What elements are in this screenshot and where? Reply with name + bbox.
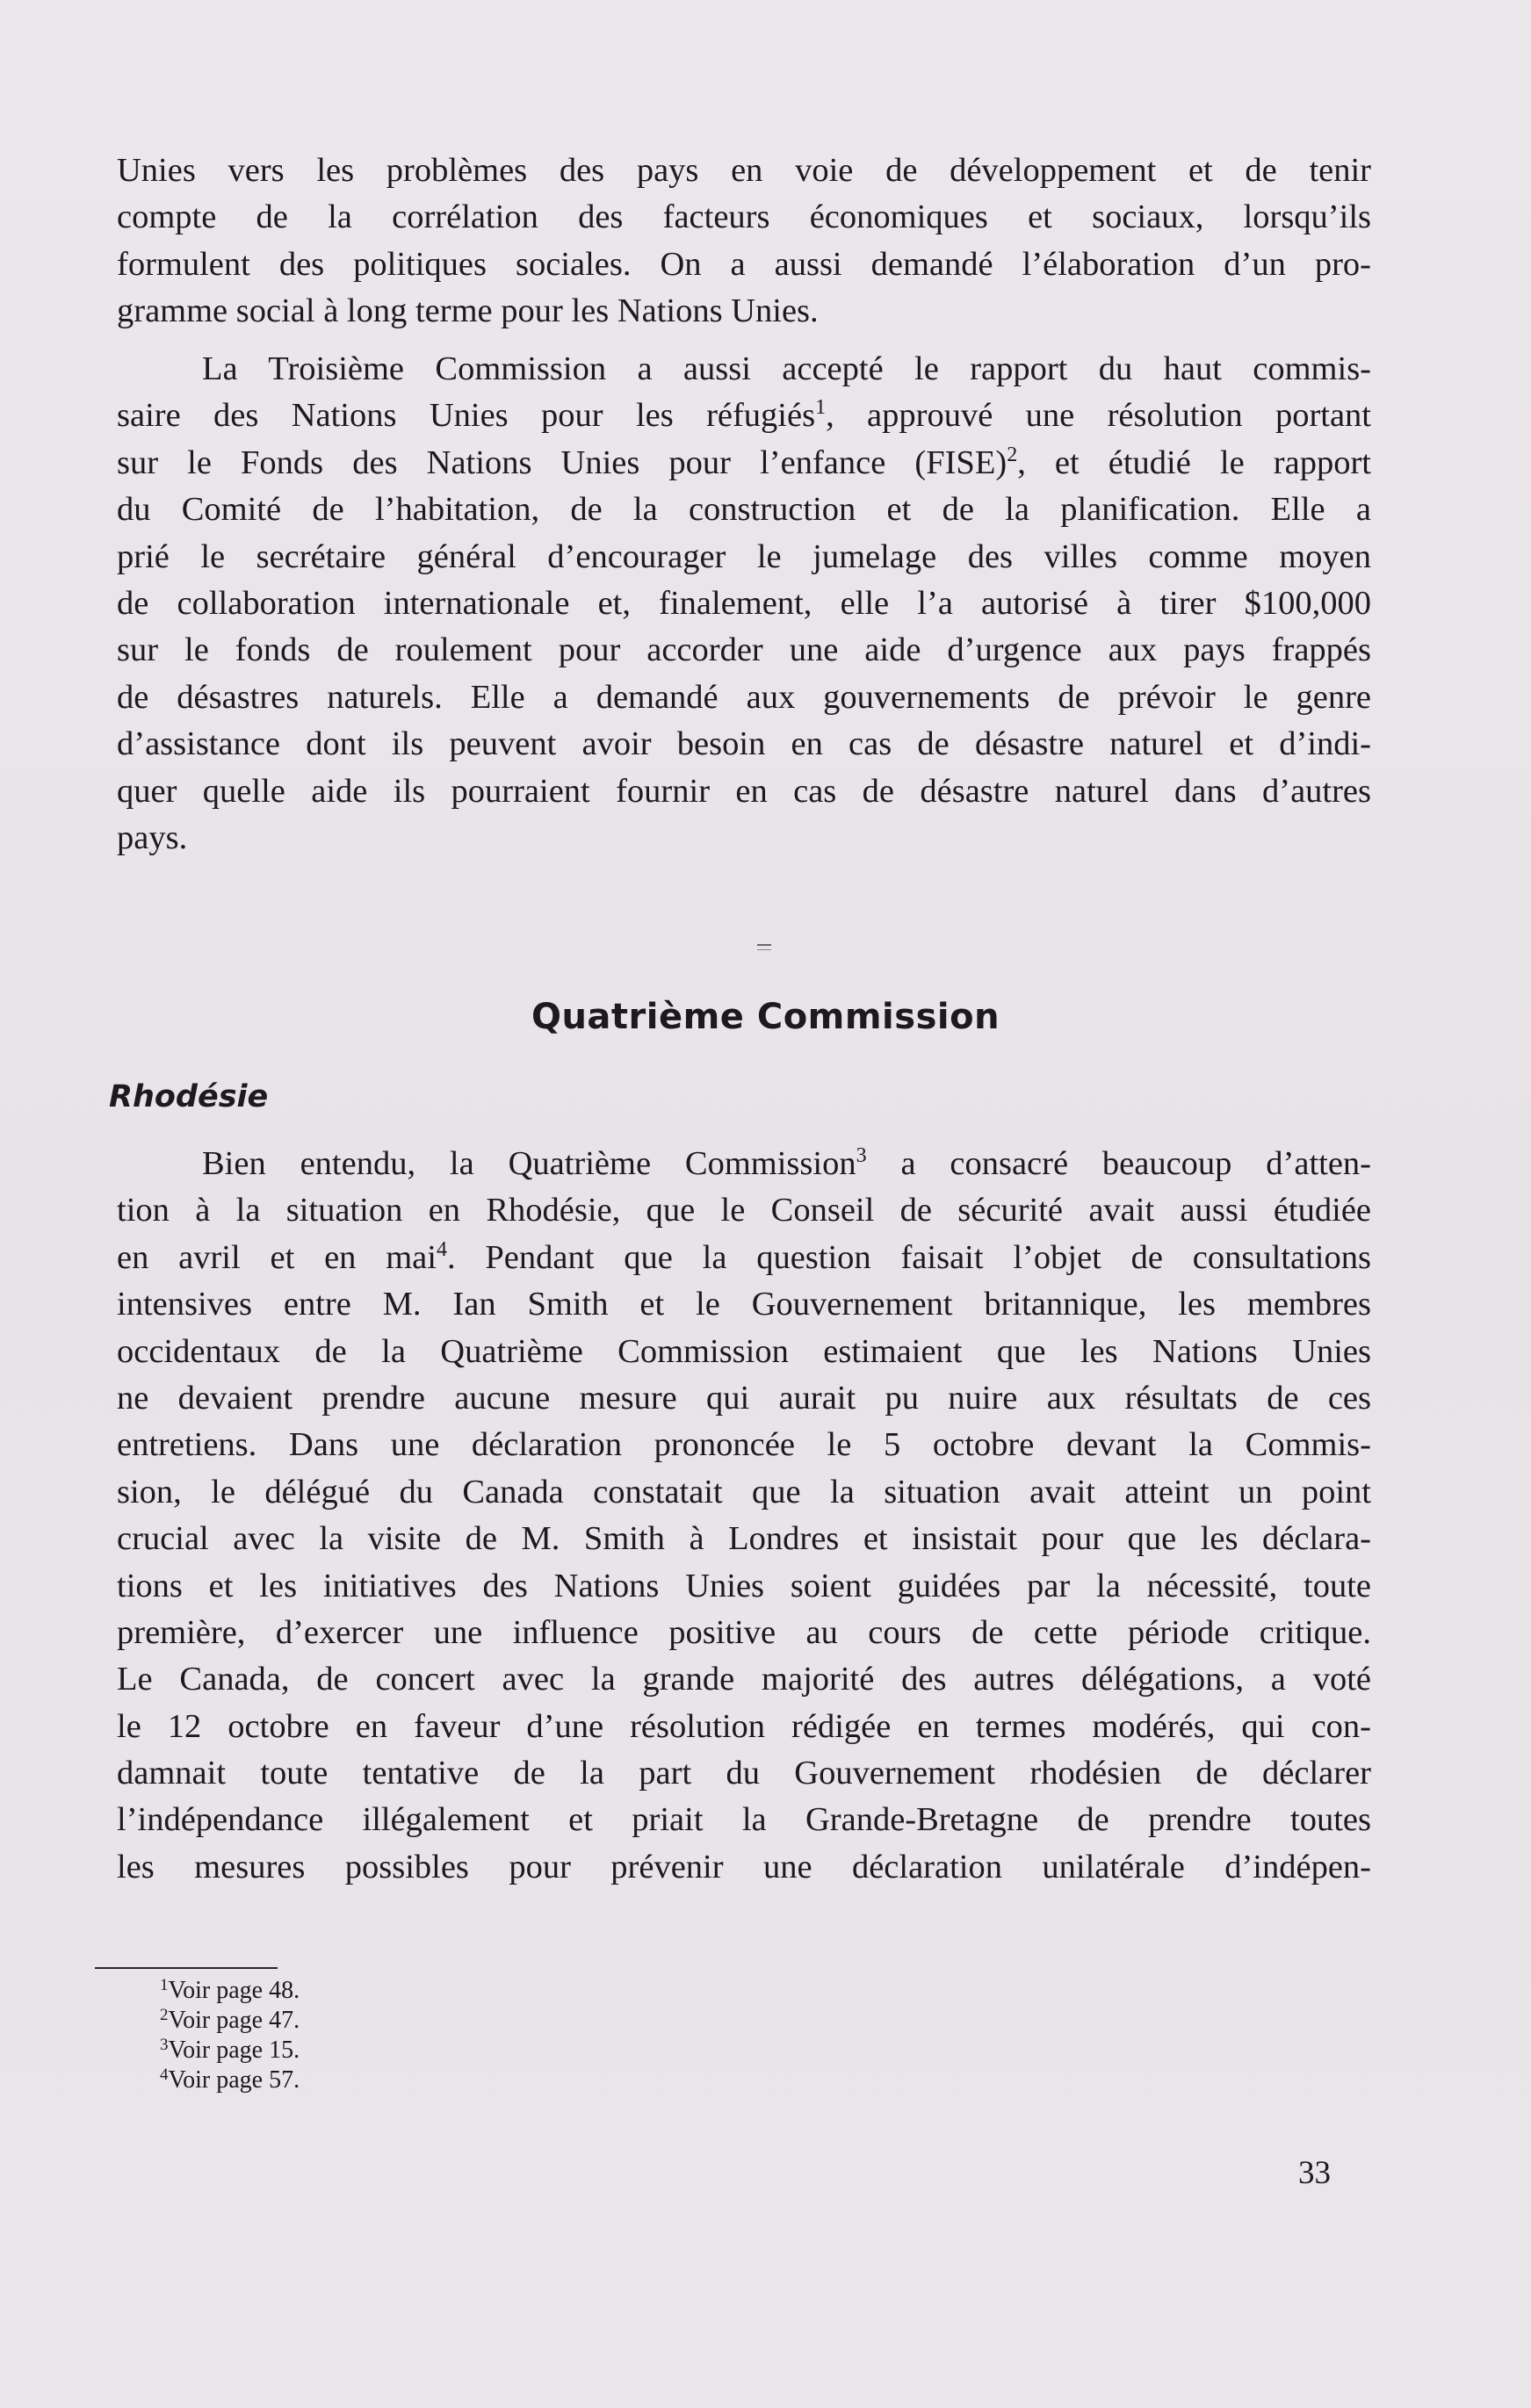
text-fragment: sur le Fonds des Nations Unies pour l’enfance (FISE) bbox=[117, 443, 1007, 481]
text-line: formulent des politiques sociales. On a aussi demandé l’élaboration d’un pro- bbox=[117, 245, 1371, 283]
text-line: damnait toute tentative de la part du Gouvernement rhodésien de déclarer bbox=[117, 1755, 1371, 1792]
footnote bbox=[160, 2036, 300, 2066]
text-fragment: . Pendant que la question faisait l’objet de consultations bbox=[446, 1238, 1371, 1276]
text-fragment: en avril et en mai bbox=[117, 1238, 437, 1276]
footnote bbox=[160, 1976, 300, 2006]
text-line: les mesures possibles pour prévenir une déclaration unilatérale d’indépen- bbox=[117, 1848, 1371, 1885]
sub-heading: Rhodésie bbox=[109, 1079, 269, 1114]
footnote-reference: 2 bbox=[1007, 443, 1018, 466]
text-line: Unies vers les problèmes des pays en voie de développement et de tenir bbox=[117, 152, 1371, 189]
text-line: occidentaux de la Quatrième Commission estimaient que les Nations Unies bbox=[117, 1332, 1371, 1370]
text-line: prié le secrétaire général d’encourager le jumelage des villes comme moyen bbox=[117, 537, 1371, 575]
text-line: sur le fonds de roulement pour accorder une aide d’urgence aux pays frappés bbox=[117, 631, 1371, 669]
footnote-separator bbox=[95, 1967, 278, 1969]
text-line bbox=[117, 1141, 1371, 1187]
footnote-mark: 4 bbox=[160, 2066, 169, 2084]
text-line bbox=[117, 393, 1371, 439]
footnote-text: Voir page 47. bbox=[168, 2007, 300, 2034]
text-line: de collaboration internationale et, finalement, elle l’a autorisé à tirer $100,000 bbox=[117, 584, 1371, 622]
text-line: sion, le délégué du Canada constatait que la situation avait atteint un point bbox=[117, 1473, 1371, 1510]
text-line bbox=[117, 440, 1371, 487]
text-line: crucial avec la visite de M. Smith à Londres et insistait pour que les déclara- bbox=[117, 1520, 1371, 1558]
footnote-reference: 4 bbox=[436, 1237, 447, 1261]
text-fragment: , et étudié le rapport bbox=[1017, 443, 1371, 481]
paragraph-1 bbox=[117, 148, 1371, 335]
text-fragment: a consacré beaucoup d’atten- bbox=[866, 1145, 1371, 1182]
text-line: compte de la corrélation des facteurs économiques et sociaux, lorsqu’ils bbox=[117, 198, 1371, 236]
footnotes-list bbox=[160, 1976, 300, 2095]
section-divider-mark bbox=[757, 944, 771, 950]
text-line: pays. bbox=[117, 818, 188, 856]
text-line bbox=[117, 1235, 1371, 1281]
footnote-text: Voir page 57. bbox=[168, 2066, 300, 2094]
text-line: d’assistance dont ils peuvent avoir besoin en cas de désastre naturel et d’indi- bbox=[117, 725, 1371, 763]
text-line: de désastres naturels. Elle a demandé aux gouvernements de prévoir le genre bbox=[117, 678, 1371, 716]
text-line: intensives entre M. Ian Smith et le Gouvernement britannique, les membres bbox=[117, 1286, 1371, 1323]
footnote-mark: 1 bbox=[160, 1976, 169, 1994]
text-line: première, d’exercer une influence positive au cours de cette période critique. bbox=[117, 1613, 1371, 1651]
text-line: Le Canada, de concert avec la grande majorité des autres délégations, a voté bbox=[117, 1661, 1371, 1698]
footnote-mark: 2 bbox=[160, 2006, 169, 2024]
text-fragment: saire des Nations Unies pour les réfugiés bbox=[117, 397, 816, 435]
text-line: entretiens. Dans une déclaration prononcée le 5 octobre devant la Commis- bbox=[117, 1426, 1371, 1464]
footnote-text: Voir page 48. bbox=[168, 1977, 300, 2004]
page-number: 33 bbox=[1298, 2155, 1331, 2191]
text-line: du Comité de l’habitation, de la construction et de la planification. Elle a bbox=[117, 491, 1371, 529]
text-line: tions et les initiatives des Nations Unies soient guidées par la nécessité, toute bbox=[117, 1567, 1371, 1604]
text-line: tion à la situation en Rhodésie, que le Conseil de sécurité avait aussi étudiée bbox=[117, 1192, 1371, 1229]
text-fragment: Bien entendu, la Quatrième Commission bbox=[202, 1145, 856, 1182]
footnote-mark: 3 bbox=[160, 2036, 169, 2054]
text-line: La Troisième Commission a aussi accepté le rapport du haut commis- bbox=[202, 350, 1371, 387]
footnote-reference: 3 bbox=[856, 1144, 867, 1167]
footnote-text: Voir page 15. bbox=[168, 2037, 300, 2064]
text-line: l’indépendance illégalement et priait la Grande-Bretagne de prendre toutes bbox=[117, 1801, 1371, 1839]
text-line: le 12 octobre en faveur d’une résolution rédigée en termes modérés, qui con- bbox=[117, 1707, 1371, 1745]
text-line: ne devaient prendre aucune mesure qui aurait pu nuire aux résultats de ces bbox=[117, 1379, 1371, 1417]
section-heading: Quatrième Commission bbox=[531, 997, 1000, 1037]
paragraph-2 bbox=[117, 346, 1371, 862]
text-line: quer quelle aide ils pourraient fournir en cas de désastre naturel dans d’autres bbox=[117, 772, 1371, 810]
footnote bbox=[160, 2006, 300, 2036]
paragraph-3 bbox=[117, 1141, 1371, 1891]
footnote-reference: 1 bbox=[815, 396, 827, 420]
text-fragment: , approuvé une résolution portant bbox=[826, 397, 1372, 435]
text-line: gramme social à long terme pour les Nations Unies. bbox=[117, 292, 819, 330]
footnote bbox=[160, 2066, 300, 2095]
